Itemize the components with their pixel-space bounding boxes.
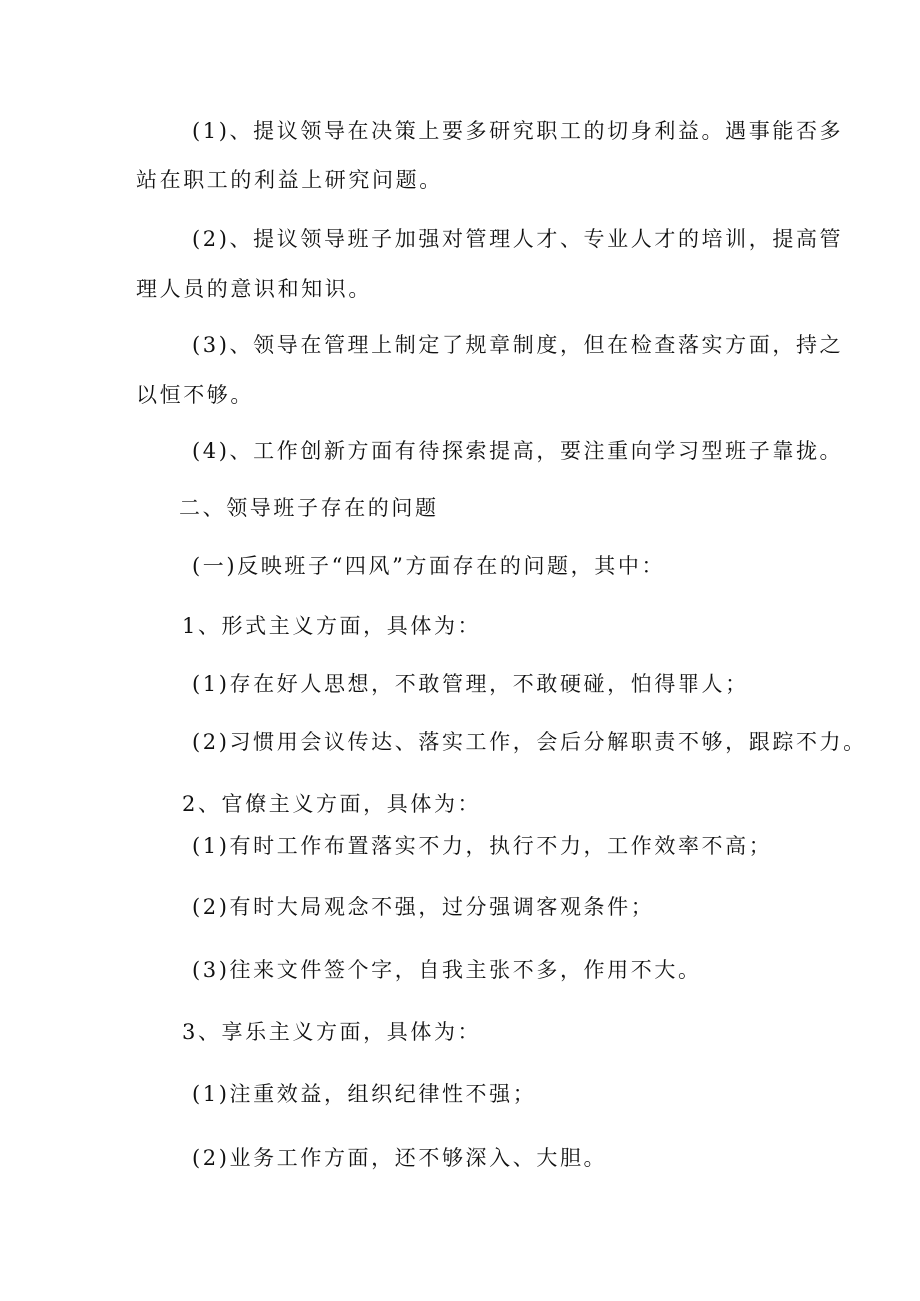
group-2-item-2: (2)有时大局观念不强，过分强调客观条件； xyxy=(192,895,655,919)
group-3-heading: 3、享乐主义方面，具体为： xyxy=(182,1020,482,1044)
paragraph-3-line-2: 以恒不够。 xyxy=(136,383,254,407)
group-2-item-1: (1)有时工作布置落实不力，执行不力，工作效率不高； xyxy=(192,834,773,858)
group-2-heading: 2、官僚主义方面，具体为： xyxy=(182,792,482,816)
paragraph-2-line-2: 理人员的意识和知识。 xyxy=(136,277,372,301)
paragraph-4-line-1: (4)、工作创新方面有待探索提高，要注重向学习型班子靠拢。 xyxy=(192,439,844,463)
group-3-item-1: (1)注重效益，组织纪律性不强； xyxy=(192,1082,537,1106)
paragraph-3-line-1: (3)、领导在管理上制定了规章制度，但在检查落实方面，持之 xyxy=(192,333,844,357)
paragraph-1-line-2: 站在职工的利益上研究问题。 xyxy=(136,168,443,192)
section-heading: 二、领导班子存在的问题 xyxy=(179,496,439,520)
group-1-item-1: (1)存在好人思想，不敢管理，不敢硬碰，怕得罪人； xyxy=(192,672,749,696)
group-1-item-2: (2)习惯用会议传达、落实工作，会后分解职责不够，跟踪不力。 xyxy=(192,730,867,754)
group-1-heading: 1、形式主义方面，具体为： xyxy=(182,614,482,638)
group-3-item-2: (2)业务工作方面，还不够深入、大胆。 xyxy=(192,1146,608,1170)
paragraph-1-line-1: (1)、提议领导在决策上要多研究职工的切身利益。遇事能否多 xyxy=(192,119,844,143)
paragraph-2-line-1: (2)、提议领导班子加强对管理人才、专业人才的培训，提高管 xyxy=(192,227,844,251)
subsection-heading: (一)反映班子“四风”方面存在的问题，其中： xyxy=(192,554,666,578)
group-2-item-3: (3)往来文件签个字，自我主张不多，作用不大。 xyxy=(192,958,702,982)
